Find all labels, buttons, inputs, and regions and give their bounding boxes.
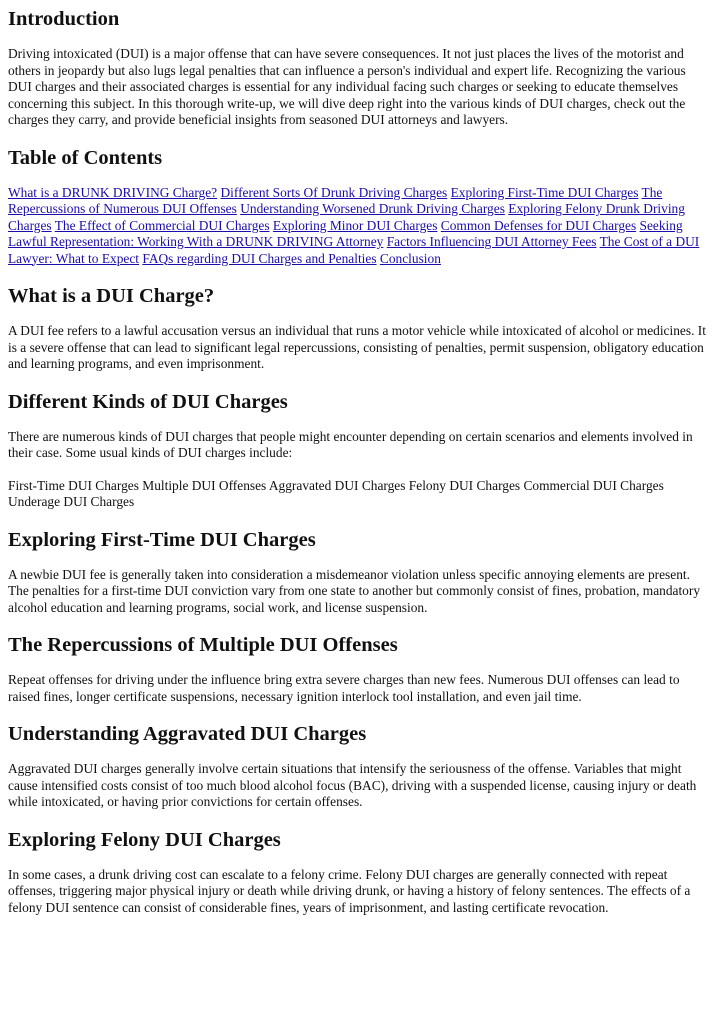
multiple-heading: The Repercussions of Multiple DUI Offenses <box>8 634 398 656</box>
section-different-kinds <box>8 389 712 511</box>
toc-links <box>8 185 712 268</box>
kinds-heading: Different Kinds of DUI Charges <box>8 390 288 413</box>
kinds-paragraph: There are numerous kinds of DUI charges that people might encounter depending on certain scenarios and elements involved in their case. Some usual kinds of DUI charges include: <box>8 428 693 460</box>
first-time-heading: Exploring First-Time DUI Charges <box>8 528 316 551</box>
aggravated-paragraph: Aggravated DUI charges generally involve certain situations that intensify the seriousness of the offense. Variables that might cause intensified costs consist of too much blood alcohol focus (BAC), driving with a suspended license, causing injury or death while intoxicated, or having prior convictions for certain offenses. <box>8 761 697 809</box>
introduction-heading: Introduction <box>8 8 120 30</box>
kinds-list: First-Time DUI Charges Multiple DUI Offenses Aggravated DUI Charges Felony DUI Charges Commercial DUI Charges Underage DUI Charges <box>8 477 664 509</box>
section-multiple-offenses <box>8 632 712 705</box>
section-aggravated <box>8 721 712 811</box>
toc-link-repercussions[interactable]: The Repercussions of Numerous DUI Offenses <box>8 184 663 216</box>
first-time-paragraph: A newbie DUI fee is generally taken into consideration a misdemeanor violation unless specific annoying elements are present. The penalties for a first-time DUI conviction vary from one state to another but commonly consist of fines, probation, mandatory alcohol education and learning programs, social work, and license suspension. <box>8 566 701 615</box>
toc-link-first-time[interactable]: Exploring First-Time DUI Charges <box>450 184 639 200</box>
toc-link-attorney-fees[interactable]: Factors Influencing DUI Attorney Fees <box>386 234 597 249</box>
toc-link-defenses[interactable]: Common Defenses for DUI Charges <box>440 217 637 233</box>
toc-link-what-is-dui[interactable]: What is a DRUNK DRIVING Charge? <box>8 184 218 200</box>
aggravated-heading: Understanding Aggravated DUI Charges <box>8 723 367 745</box>
multiple-paragraph: Repeat offenses for driving under the influence bring extra severe charges than new fees. Numerous DUI offenses can lead to raised fines, longer certificate suspensions, necessary ignition interlock tool installation, and even jail time. <box>8 672 680 704</box>
toc-link-conclusion[interactable]: Conclusion <box>379 250 441 266</box>
toc-link-minor[interactable]: Exploring Minor DUI Charges <box>272 217 438 233</box>
felony-paragraph: In some cases, a drunk driving cost can escalate to a felony crime. Felony DUI charges are generally connected with repeat offenses, triggering major physical injury or death while driving drunk, or having a history of felony sentences. The effects of a felony DUI sentence can consist of considerable fines, years of imprisonment, and lasting certificate revocation. <box>8 866 691 915</box>
what-is-paragraph: A DUI fee refers to a lawful accusation versus an individual that runs a motor vehicle while intoxicated of alcohol or medicines. It is a severe offense that can lead to significant legal repercussions, consisting of penalties, permit suspension, obligatory education and learning programs, and even imprisonment. <box>8 323 706 371</box>
section-what-is-dui <box>8 283 712 373</box>
toc-heading: Table of Contents <box>8 146 163 169</box>
section-introduction <box>8 6 712 129</box>
toc-link-faqs[interactable]: FAQs regarding DUI Charges and Penalties <box>142 250 377 266</box>
toc-link-worsened[interactable]: Understanding Worsened Drunk Driving Charges <box>240 201 505 216</box>
introduction-paragraph: Driving intoxicated (DUI) is a major offense that can have severe consequences. It not just places the lives of the motorist and others in jeopardy but also lugs legal penalties that can influence a person's individual and expert life. Recognizing the various DUI charges and their associated charges is essential for any individual facing such charges or seeking to educate themselves concerning this subject. In this thorough write-up, we will dive deep right into the various kinds of DUI charges, check out the charges they carry, and provide beneficial insights from seasoned DUI attorneys and lawyers. <box>8 46 686 127</box>
section-first-time <box>8 527 712 617</box>
section-felony <box>8 827 712 917</box>
what-is-heading: What is a DUI Charge? <box>8 285 215 307</box>
toc-link-felony[interactable]: Exploring Felony Drunk Driving Charges <box>8 201 685 233</box>
toc-link-legal-representation[interactable]: Seeking Lawful Representation: Working With a DRUNK DRIVING Attorney <box>8 217 683 249</box>
toc-link-different-sorts[interactable]: Different Sorts Of Drunk Driving Charges <box>220 184 448 200</box>
section-table-of-contents <box>8 145 712 268</box>
toc-link-commercial[interactable]: The Effect of Commercial DUI Charges <box>54 217 270 233</box>
felony-heading: Exploring Felony DUI Charges <box>8 828 281 851</box>
toc-link-lawyer-cost[interactable]: The Cost of a DUI Lawyer: What to Expect <box>8 234 700 266</box>
